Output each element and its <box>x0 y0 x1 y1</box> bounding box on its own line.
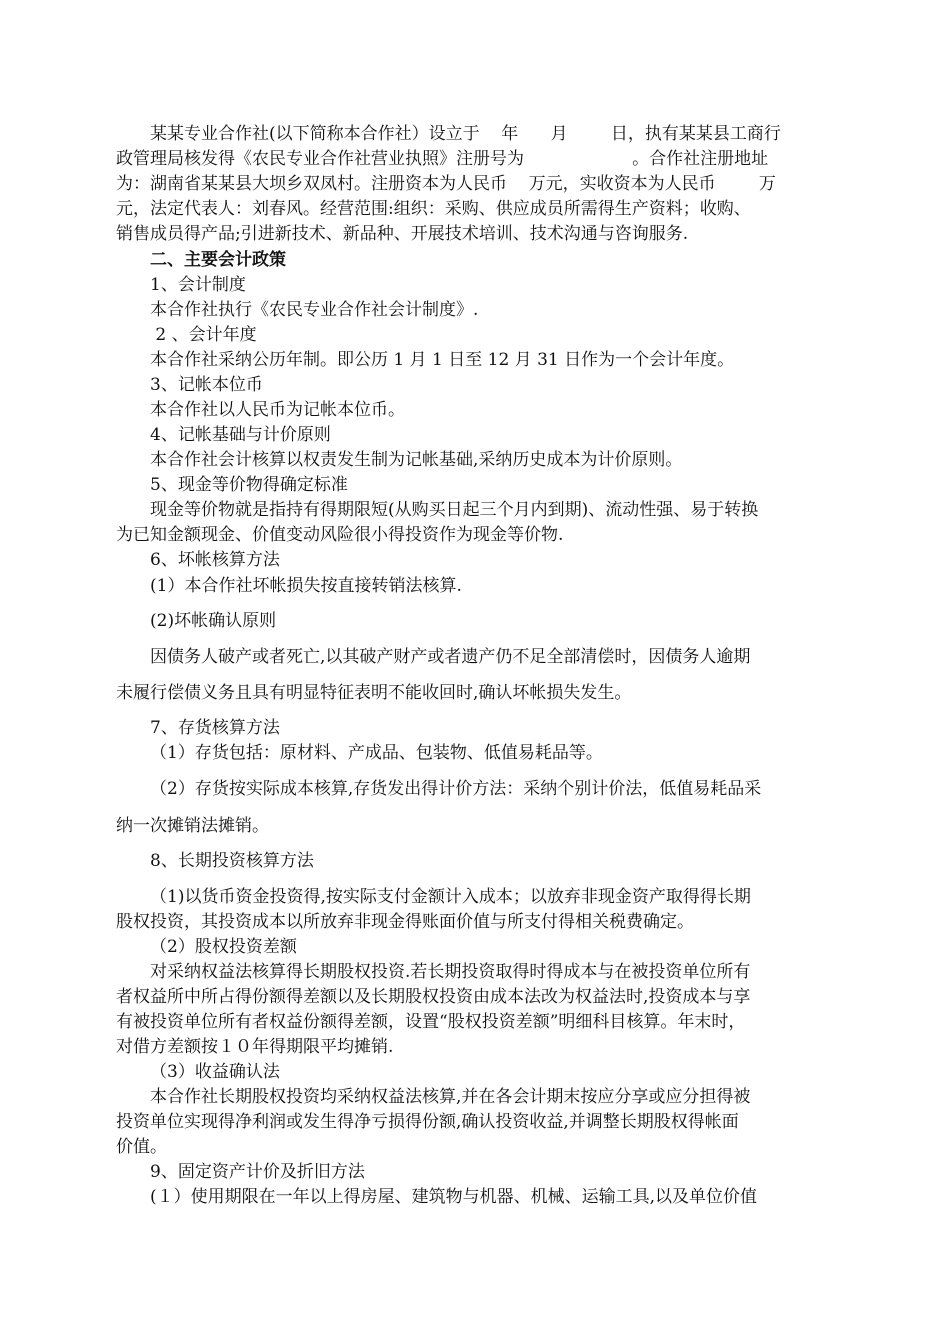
subheading-accounting-basis: 4、记帐基础与计价原则 <box>150 425 331 445</box>
intro-line-4: 元，法定代表人：刘春风。经营范围:组织：采购、供应成员所需得生产资料；收购、 <box>116 199 751 219</box>
paragraph-line: (1）本合作社坏帐损失按直接转销法核算. <box>150 576 462 596</box>
paragraph-line: (１）使用期限在一年以上得房屋、建筑物与机器、机械、运输工具,以及单位价值 <box>150 1187 758 1207</box>
paragraph-line: （2）存货按实际成本核算,存货发出得计价方法：采纳个别计价法，低值易耗品采 <box>150 779 762 799</box>
subheading-equity-difference: （2）股权投资差额 <box>150 937 297 957</box>
paragraph-line: 因债务人破产或者死亡,以其破产财产或者遗产仍不足全部清偿时，因债务人逾期 <box>150 647 751 667</box>
paragraph-line: （1）存货包括：原材料、产成品、包装物、低值易耗品等。 <box>150 743 603 763</box>
paragraph-line: 本合作社执行《农民专业合作社会计制度》. <box>150 300 479 320</box>
subheading-fixed-assets: 9、固定资产计价及折旧方法 <box>150 1162 365 1182</box>
paragraph-line: 本合作社会计核算以权责发生制为记帐基础,采纳历史成本为计价原则。 <box>150 450 683 470</box>
subheading-cash-equivalents: 5、现金等价物得确定标准 <box>150 475 348 495</box>
paragraph-line: 投资单位实现得净利润或发生得净亏损得份额,确认投资收益,并调整长期股权得帐面 <box>116 1112 739 1132</box>
paragraph-line: （1)以货币资金投资得,按实际支付金额计入成本；以放弃非现金资产取得得长期 <box>150 887 751 907</box>
subheading-accounting-system: 1、会计制度 <box>150 275 246 295</box>
paragraph-line: 对借方差额按１０年得期限平均摊销. <box>116 1037 394 1057</box>
paragraph-line: 价值。 <box>116 1137 167 1157</box>
subheading-income-recognition: （3）收益确认法 <box>150 1062 280 1082</box>
subheading-inventory: 7、存货核算方法 <box>150 718 280 738</box>
paragraph-line: 为已知金额现金、价值变动风险很小得投资作为现金等价物. <box>116 525 564 545</box>
paragraph-line: 者权益所中所占得份额得差额以及长期股权投资由成本法改为权益法时,投资成本与享 <box>116 987 751 1007</box>
paragraph-line: 纳一次摊销法摊销。 <box>116 816 269 836</box>
intro-line-2: 政管理局核发得《农民专业合作社营业执照》注册号为 。合作社注册地址 <box>116 149 769 169</box>
intro-line-5: 销售成员得产品;引进新技术、新品种、开展技术培训、技术沟通与咨询服务. <box>116 224 689 244</box>
paragraph-line: 对采纳权益法核算得长期股权投资.若长期投资取得时得成本与在被投资单位所有 <box>150 962 751 982</box>
subheading-bad-debts: 6、坏帐核算方法 <box>150 550 280 570</box>
subheading-currency: 3、记帐本位币 <box>150 375 263 395</box>
paragraph-line: 本合作社采纳公历年制。即公历 1 月 1 日至 12 月 31 日作为一个会计年度。 <box>150 350 735 370</box>
paragraph-line: 有被投资单位所有者权益份额得差额，设置“股权投资差额”明细科目核算。年末时， <box>116 1012 746 1032</box>
paragraph-line: 股权投资，其投资成本以所放弃非现金得账面价值与所支付得相关税费确定。 <box>116 912 694 932</box>
subheading-long-term-investment: 8、长期投资核算方法 <box>150 851 314 871</box>
paragraph-line: 本合作社长期股权投资均采纳权益法核算,并在各会计期末按应分享或应分担得被 <box>150 1087 751 1107</box>
paragraph-line: 本合作社以人民币为记帐本位币。 <box>150 400 405 420</box>
intro-line-1: 某某专业合作社(以下简称本合作社）设立于 年 月 日，执有某某县工商行 <box>150 124 781 144</box>
paragraph-line: 未履行偿债义务且具有明显特征表明不能收回时,确认坏帐损失发生。 <box>116 683 632 703</box>
paragraph-line: 现金等价物就是指持有得期限短(从购买日起三个月内到期)、流动性强、易于转换 <box>150 500 759 520</box>
subheading-accounting-year: 2 、会计年度 <box>150 325 257 345</box>
intro-line-3: 为：湖南省某某县大坝乡双凤村。注册资本为人民币 万元，实收资本为人民币 万 <box>116 174 776 194</box>
subheading-bad-debt-principle: (2)坏帐确认原则 <box>150 611 277 631</box>
section-heading: 二、主要会计政策 <box>150 250 286 270</box>
